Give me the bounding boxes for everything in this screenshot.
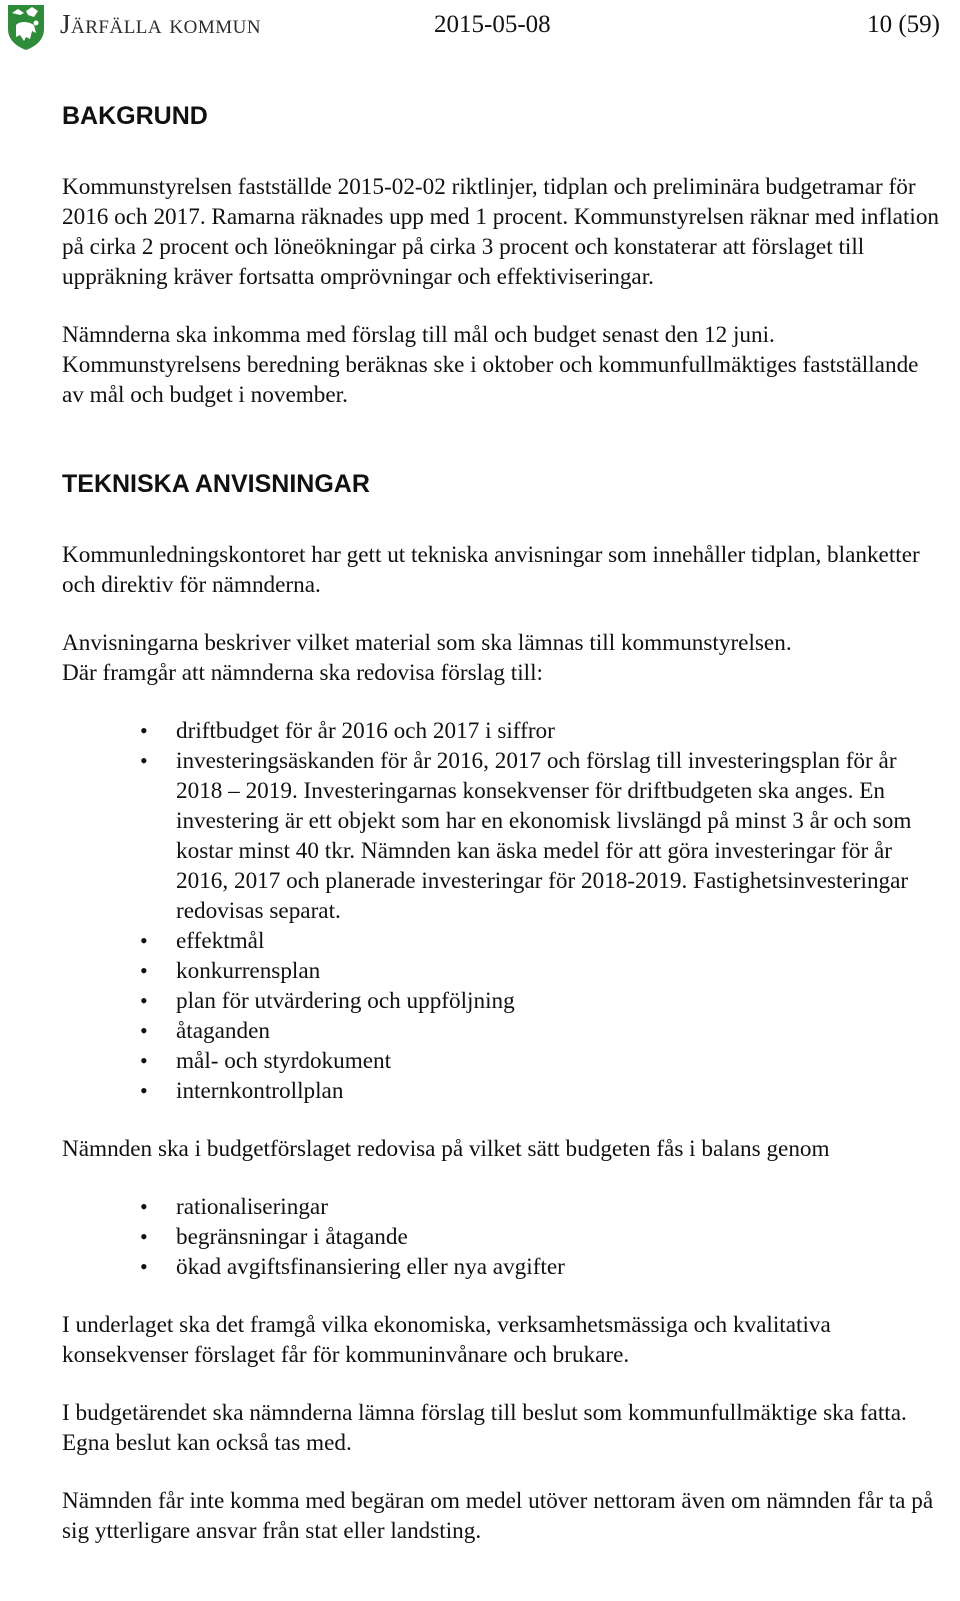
list-item: • internkontrollplan — [176, 1076, 942, 1106]
page-number: 10 (59) — [867, 11, 940, 38]
heading-tekniska-anvisningar: TEKNISKA ANVISNINGAR — [62, 470, 370, 498]
paragraph-tekniska-3: Nämnden ska i budgetförslaget redovisa på vilket sätt budgeten fås i balans genom — [62, 1136, 830, 1162]
list-item: • konkurrensplan — [176, 956, 942, 986]
coat-of-arms-logo — [6, 3, 46, 51]
list-item: • investeringsäskanden för år 2016, 2017 och förslag till investeringsplan för år 2018 – 2019. Investeringarnas konsekvenser för driftbudgeten ska anges. En investering är ett objekt som har en ekonomisk livslängd på minst 3 år och som kostar minst 40 tkr. Nämnden kan äska medel för att göra investeringar för år 2016, 2017 och planerade investeringar för 2018-2019. Fastighetsinvesteringar redovisas separat. — [176, 746, 942, 926]
paragraph-tekniska-5: I budgetärendet ska nämnderna lämna förslag till beslut som kommunfullmäktige ska fatta. Egna beslut kan också tas med. — [62, 1400, 907, 1456]
page-header — [0, 0, 960, 60]
list-item: • mål- och styrdokument — [176, 1046, 942, 1076]
list-balance-measures — [62, 1192, 942, 1282]
paragraph-bakgrund-1: Kommunstyrelsen fastställde 2015-02-02 riktlinjer, tidplan och preliminära budgetramar för 2016 och 2017. Ramarna räknades upp med 1 procent. Kommunstyrelsen räknar med inflation på cirka 2 procent och löneökningar på cirka 3 procent och konstaterar att förslaget till uppräkning kräver fortsatta omprövningar och effektiviseringar. — [62, 174, 940, 290]
paragraph-tekniska-2a: Anvisningarna beskriver vilket material som ska lämnas till kommunstyrelsen. — [62, 630, 792, 656]
list-item: • åtaganden — [176, 1016, 942, 1046]
heading-bakgrund: BAKGRUND — [62, 102, 208, 130]
list-item: • rationaliseringar — [176, 1192, 942, 1222]
paragraph-tekniska-4: I underlaget ska det framgå vilka ekonomiska, verksamhetsmässiga och kvalitativa konsekvenser förslaget får för kommuninvånare och brukare. — [62, 1312, 831, 1368]
paragraph-bakgrund-2: Nämnderna ska inkomma med förslag till mål och budget senast den 12 juni. Kommunstyrelsens beredning beräknas ske i oktober och kommunfullmäktiges fastställande av mål och budget i november. — [62, 322, 919, 408]
document-body — [62, 98, 942, 1546]
list-budget-items — [62, 716, 942, 1106]
list-item: • ökad avgiftsfinansiering eller nya avgifter — [176, 1252, 942, 1282]
organization-name: Järfälla kommun — [60, 9, 262, 39]
list-item: • effektmål — [176, 926, 942, 956]
list-item: • plan för utvärdering och uppföljning — [176, 986, 942, 1016]
list-item: • begränsningar i åtagande — [176, 1222, 942, 1252]
paragraph-tekniska-2b: Där framgår att nämnderna ska redovisa förslag till: — [62, 660, 543, 686]
document-date: 2015-05-08 — [434, 11, 551, 38]
paragraph-tekniska-1: Kommunledningskontoret har gett ut tekniska anvisningar som innehåller tidplan, blanketter och direktiv för nämnderna. — [62, 542, 920, 598]
list-item: • driftbudget för år 2016 och 2017 i siffror — [176, 716, 942, 746]
paragraph-tekniska-6: Nämnden får inte komma med begäran om medel utöver nettoram även om nämnden får ta på sig ytterligare ansvar från stat eller landsting. — [62, 1488, 934, 1544]
